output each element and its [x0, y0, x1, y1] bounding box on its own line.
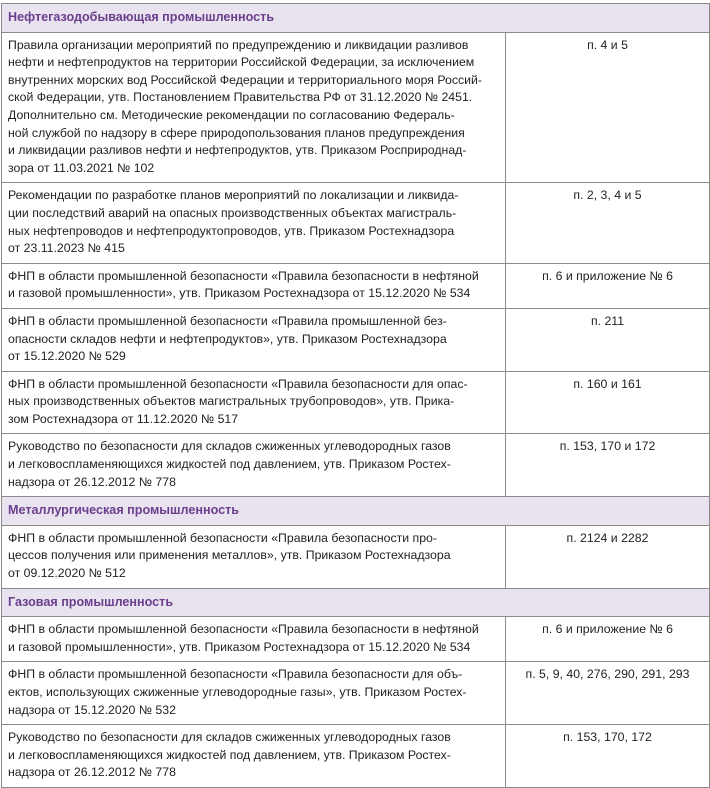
document-description: [2, 434, 506, 497]
table-row: [2, 725, 710, 788]
table-row: [2, 32, 710, 183]
clause-reference: п. 6 и приложение № 6: [506, 617, 710, 662]
description-line: ных нефтепроводов и нефтепродуктопроводов, утв. Приказом Ростехнадзора: [8, 223, 455, 238]
description-line: и ликвидации разливов нефти и нефтепродуктов, утв. Приказом Росприроднад-: [8, 143, 467, 158]
description-line: Правила организации мероприятий по предупреждению и ликвидации разливов: [8, 37, 469, 52]
clause-reference: п. 153, 170, 172: [506, 725, 710, 788]
description-line: ФНП в области промышленной безопасности «Правила безопасности в нефтяной: [8, 268, 479, 283]
section-title: Металлургическая промышленность: [2, 497, 710, 526]
clause-reference: п. 2, 3, 4 и 5: [506, 183, 710, 263]
description-line: от 15.12.2020 № 529: [8, 349, 126, 364]
document-description: [2, 183, 506, 263]
section-header: [2, 497, 710, 526]
table-row: [2, 525, 710, 588]
description-line: ской Федерации, утв. Постановлением Правительства РФ от 31.12.2020 № 2451.: [8, 90, 473, 105]
description-line: и газовой промышленности», утв. Приказом Ростехнадзора от 15.12.2020 № 534: [8, 639, 471, 654]
document-description: [2, 308, 506, 371]
description-line: Руководство по безопасности для складов сжиженных углеводородных газов: [8, 439, 451, 454]
description-line: ФНП в области промышленной безопасности «Правила безопасности в нефтяной: [8, 622, 479, 637]
description-line: ектов, использующих сжиженные углеводородные газы», утв. Приказом Ростех-: [8, 685, 467, 699]
clause-reference: п. 160 и 161: [506, 371, 710, 434]
table-row: [2, 662, 710, 725]
document-description: [2, 263, 506, 308]
document-description: [2, 32, 506, 183]
table-row: [2, 434, 710, 497]
regulations-table-body: [2, 4, 710, 788]
description-line: Дополнительно см. Методические рекомендации по согласованию Федераль-: [8, 107, 455, 122]
table-row: [2, 308, 710, 371]
document-page: [0, 3, 710, 788]
document-description: [2, 725, 506, 788]
description-line: надзора от 26.12.2012 № 778: [8, 474, 176, 489]
regulations-table: [1, 3, 710, 788]
clause-reference: п. 153, 170 и 172: [506, 434, 710, 497]
description-line: Руководство по безопасности для складов сжиженных углеводородных газов: [8, 730, 451, 745]
document-description: [2, 617, 506, 662]
description-line: от 09.12.2020 № 512: [8, 566, 126, 581]
description-line: ФНП в области промышленной безопасности «Правила безопасности для опас-: [8, 376, 468, 391]
description-line: и легковоспламеняющихся жидкостей под давлением, утв. Приказом Ростех-: [8, 457, 451, 472]
description-line: зора от 11.03.2021 № 102: [8, 160, 155, 175]
description-line: Рекомендации по разработке планов мероприятий по локализации и ликвида-: [8, 188, 459, 203]
description-line: ФНП в области промышленной безопасности «Правила промышленной без-: [8, 313, 447, 328]
description-line: ции последствий аварий на опасных производственных объектах магистраль-: [8, 205, 457, 220]
section-title: Газовая промышленность: [2, 588, 710, 617]
description-line: ФНП в области промышленной безопасности «Правила безопасности про-: [8, 530, 437, 545]
description-line: ных производственных объектов магистральных трубопроводов», утв. Прика-: [8, 394, 455, 409]
description-line: опасности складов нефти и нефтепродуктов», утв. Приказом Ростехнадзора: [8, 331, 447, 346]
description-line: внутренних морских вод Российской Федерации и территориального моря Россий-: [8, 72, 483, 87]
clause-reference: п. 4 и 5: [506, 32, 710, 183]
section-header: [2, 588, 710, 617]
table-row: [2, 371, 710, 434]
description-line: от 23.11.2023 № 415: [8, 241, 125, 256]
clause-reference: п. 6 и приложение № 6: [506, 263, 710, 308]
document-description: [2, 662, 506, 725]
document-description: [2, 525, 506, 588]
description-line: зом Ростехнадзора от 11.12.2020 № 517: [8, 411, 239, 426]
clause-reference: п. 2124 и 2282: [506, 525, 710, 588]
description-line: и легковоспламеняющихся жидкостей под давлением, утв. Приказом Ростех-: [8, 747, 451, 762]
section-title: Нефтегазодобывающая промышленность: [2, 4, 710, 33]
section-header: [2, 4, 710, 33]
description-line: ной службой по надзору в сфере природопользования планов предупреждения: [8, 125, 465, 140]
description-line: нефти и нефтепродуктов на территории Российской Федерации, за исключением: [8, 55, 475, 70]
table-row: [2, 617, 710, 662]
description-line: ФНП в области промышленной безопасности «Правила безопасности для объ-: [8, 667, 463, 682]
description-line: надзора от 26.12.2012 № 778: [8, 765, 176, 780]
table-row: [2, 263, 710, 308]
document-description: [2, 371, 506, 434]
description-line: надзора от 15.12.2020 № 532: [8, 702, 176, 717]
description-line: цессов получения или применения металлов», утв. Приказом Ростехнадзора: [8, 548, 451, 563]
table-row: [2, 183, 710, 263]
description-line: и газовой промышленности», утв. Приказом Ростехнадзора от 15.12.2020 № 534: [8, 286, 471, 301]
clause-reference: п. 5, 9, 40, 276, 290, 291, 293: [506, 662, 710, 725]
clause-reference: п. 211: [506, 308, 710, 371]
